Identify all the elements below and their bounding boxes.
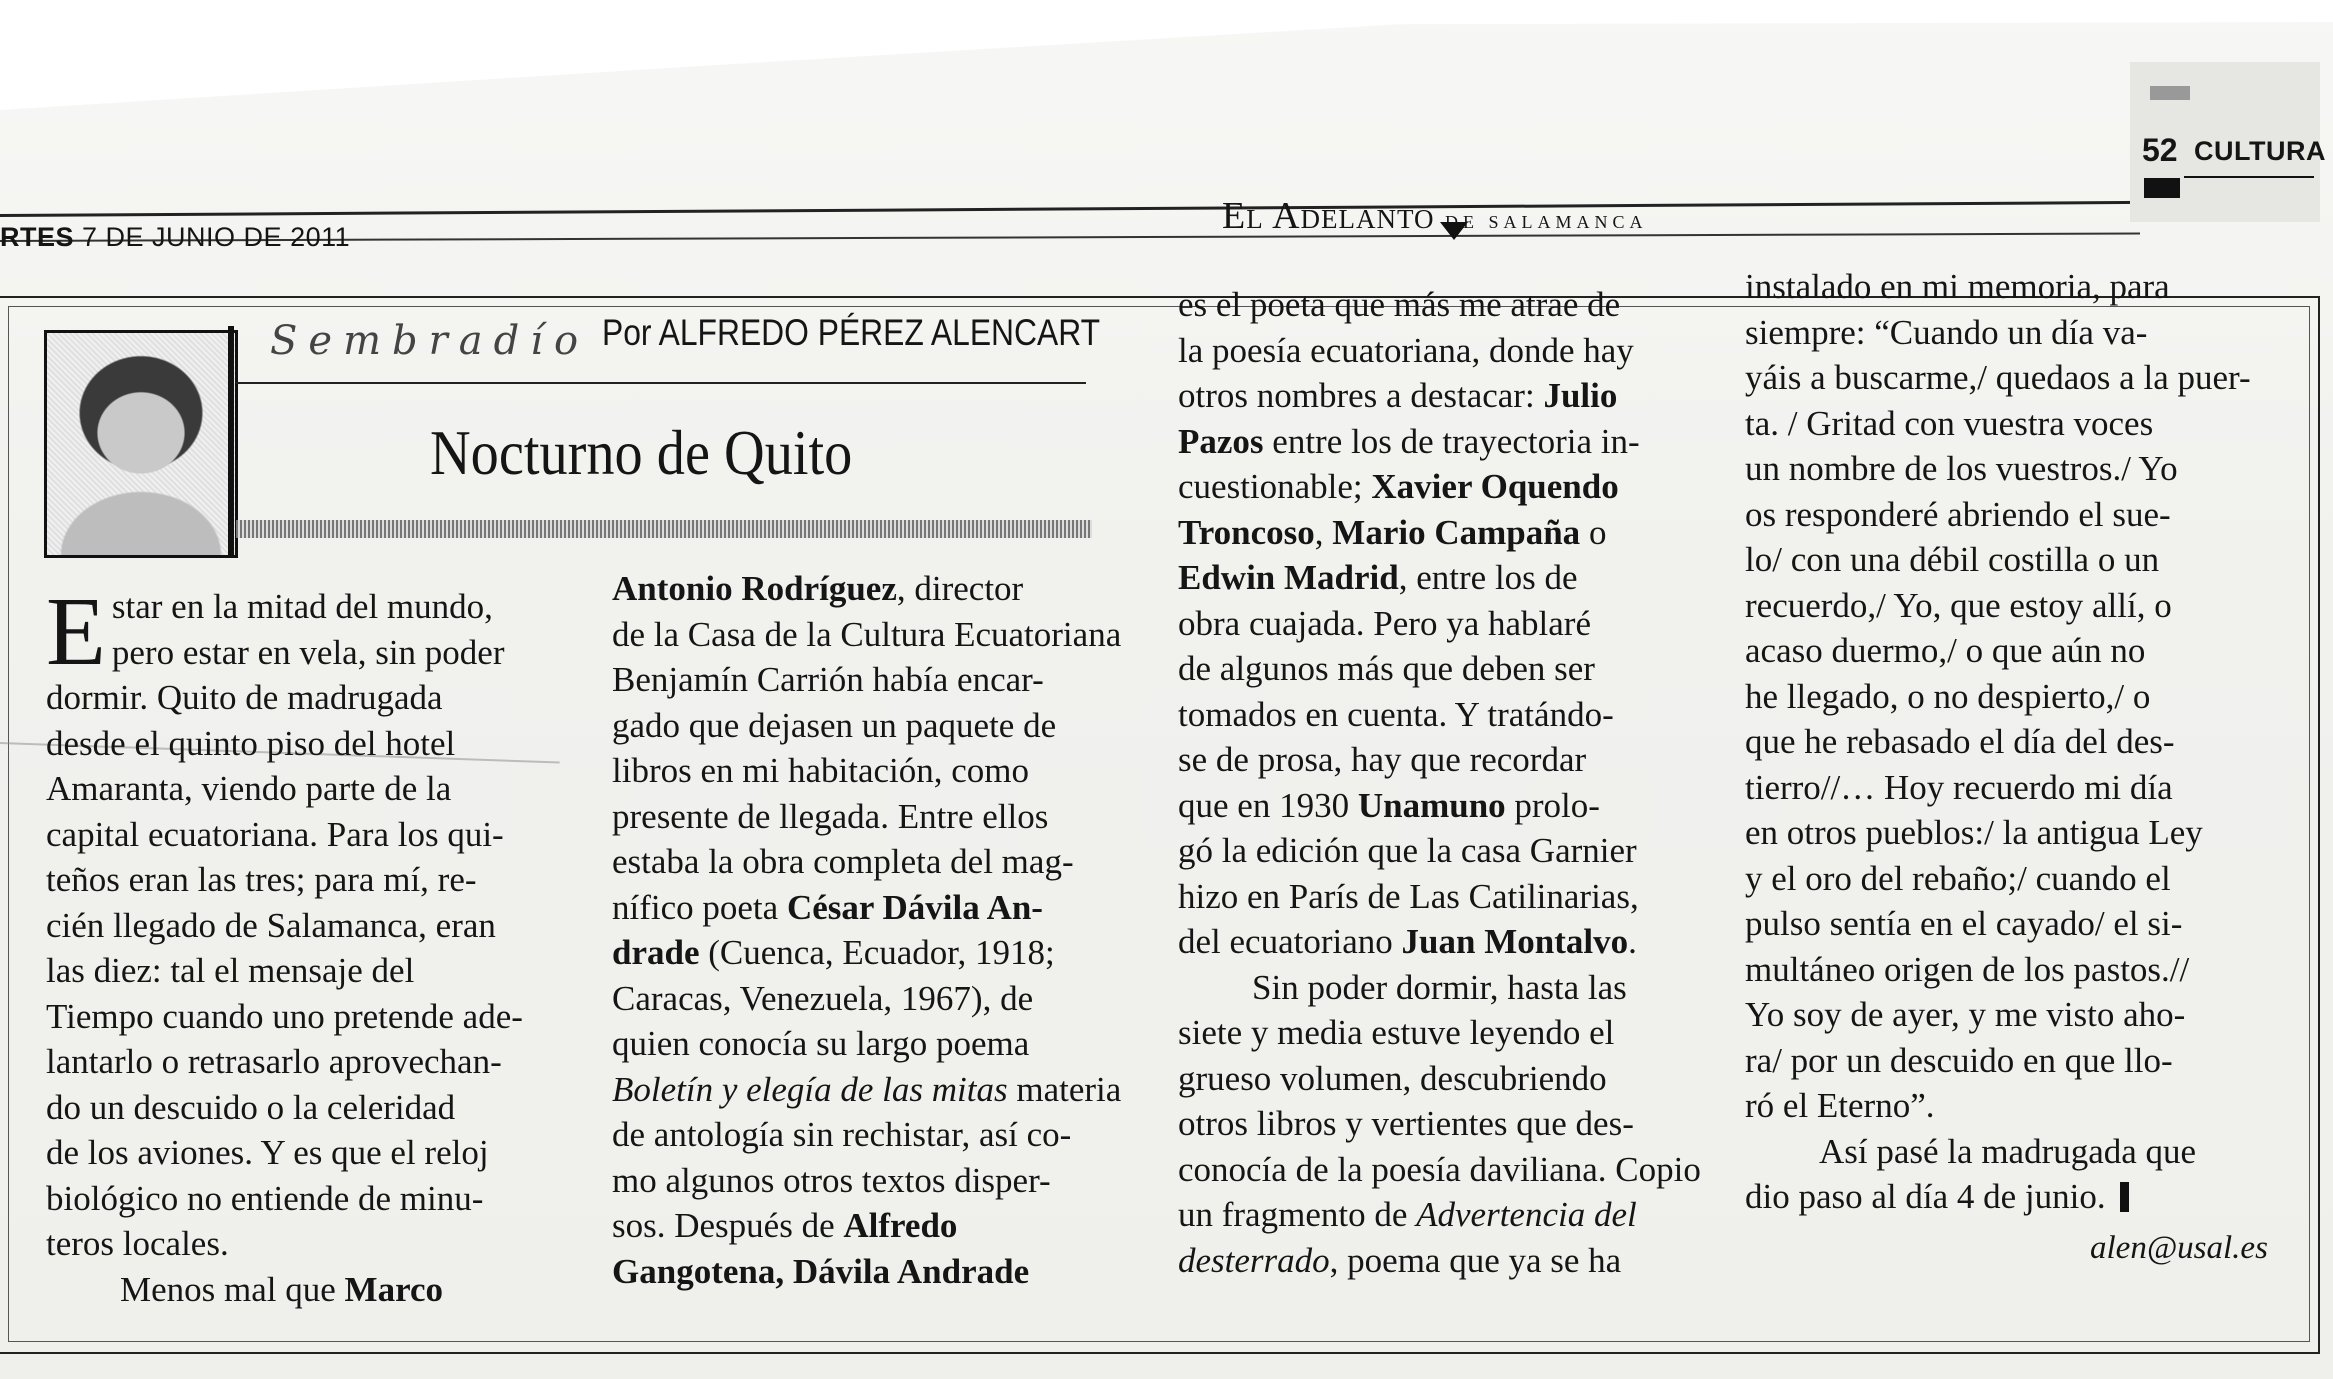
headline-hatch-rule xyxy=(236,520,1092,538)
text-line: gado que dejasen un paquete de xyxy=(612,705,1057,745)
text-line: lantarlo o retrasarlo aprovechan- xyxy=(46,1042,502,1081)
text-line: estaba la obra completa del mag- xyxy=(612,842,1074,881)
text-line: Así pasé la madrugada que xyxy=(1819,1131,2197,1171)
text-line: siempre: “Cuando un día va- xyxy=(1745,312,2148,352)
masthead: El Adelanto DE SALAMANCA xyxy=(1222,195,1648,237)
text-line: Antonio Rodríguez, director xyxy=(612,569,1024,608)
text-line: un fragmento de Advertencia del xyxy=(1178,1195,1637,1234)
text-line: do un descuido o la celeridad xyxy=(46,1087,456,1127)
series-title: Sembradío xyxy=(270,318,590,364)
text-line: siete y media estuve leyendo el xyxy=(1178,1013,1615,1052)
headline: Nocturno de Quito xyxy=(430,417,853,488)
text-line: de los aviones. Y es que el reloj xyxy=(46,1133,489,1172)
column-4 xyxy=(1745,264,2251,1220)
text-line: drade (Cuenca, Ecuador, 1918; xyxy=(612,933,1055,972)
text-line: teños eran las tres; para mí, re- xyxy=(46,860,477,899)
text-line: dormir. Quito de madrugada xyxy=(46,678,443,717)
text-line: la poesía ecuatoriana, donde hay xyxy=(1178,330,1634,370)
text-line: otros libros y vertientes que des- xyxy=(1178,1104,1634,1143)
text-line: os responderé abriendo el sue- xyxy=(1745,494,2171,534)
issue-date: RTES 7 DE JUNIO DE 2011 xyxy=(0,222,351,252)
byline: Por ALFREDO PÉREZ ALENCART xyxy=(602,312,1101,353)
text-line: recuerdo,/ Yo, que estoy allí, o xyxy=(1745,585,2172,625)
text-line: Gangotena, Dávila Andrade xyxy=(612,1251,1030,1291)
text-line: ra/ por un descuido en que llo- xyxy=(1745,1040,2173,1080)
text-line: libros en mi habitación, como xyxy=(612,751,1029,790)
section-bar xyxy=(2144,178,2180,198)
author-photo xyxy=(44,330,238,558)
text-line: cién llegado de Salamanca, eran xyxy=(46,905,496,945)
text-line: Edwin Madrid, entre los de xyxy=(1178,558,1578,597)
text-line: de antología sin rechistar, así co- xyxy=(612,1115,1072,1154)
text-line: cuestionable; Xavier Oquendo xyxy=(1178,467,1619,506)
text-line: he llegado, o no despierto,/ o xyxy=(1745,676,2151,716)
end-mark-icon xyxy=(2120,1182,2129,1212)
photo-border xyxy=(228,326,234,558)
text-line: obra cuajada. Pero ya hablaré xyxy=(1178,603,1591,643)
column-3 xyxy=(1178,282,1701,1283)
text-line: ta. / Gritad con vuestra voces xyxy=(1745,403,2154,443)
masthead-triangle-icon xyxy=(1440,222,1468,240)
text-line: presente de llegada. Entre ellos xyxy=(612,796,1049,836)
text-line: hizo en París de Las Catilinarias, xyxy=(1178,876,1639,916)
text-line: multáneo origen de los pastos.// xyxy=(1745,949,2190,989)
text-line: de algunos más que deben ser xyxy=(1178,649,1595,688)
text-line: conocía de la poesía daviliana. Copio xyxy=(1178,1149,1701,1189)
section-name: CULTURA xyxy=(2194,136,2326,166)
text-line: pulso sentía en el cayado/ el si- xyxy=(1745,904,2183,943)
text-line: Pazos entre los de trayectoria in- xyxy=(1178,421,1640,461)
text-line: Benjamín Carrión había encar- xyxy=(612,660,1044,699)
text-line: gó la edición que la casa Garnier xyxy=(1178,831,1637,870)
text-line: sos. Después de Alfredo xyxy=(612,1206,958,1245)
text-line: acaso duermo,/ o que aún no xyxy=(1745,631,2146,670)
text-line: Tiempo cuando uno pretende ade- xyxy=(46,996,523,1036)
text-line: Menos mal que Marco xyxy=(120,1269,444,1309)
text-line: lo/ con una débil costilla o un xyxy=(1745,540,2160,579)
section-gray-mark xyxy=(2150,86,2190,100)
text-line: star en la mitad del mundo, xyxy=(111,587,493,626)
text-line: que he rebasado el día del des- xyxy=(1745,722,2175,761)
column-2 xyxy=(612,566,1121,1294)
text-line: ró el Eterno”. xyxy=(1745,1086,1935,1125)
text-line: Caracas, Venezuela, 1967), de xyxy=(612,978,1034,1018)
drop-cap: E xyxy=(46,578,106,686)
text-line: Sin poder dormir, hasta las xyxy=(1252,967,1627,1007)
text-line: tomados en cuenta. Y tratándo- xyxy=(1178,694,1614,734)
text-line: teros locales. xyxy=(46,1224,229,1263)
text-line: capital ecuatoriana. Para los qui- xyxy=(46,814,504,854)
author-email: alen@usal.es xyxy=(2090,1230,2268,1266)
text-line: las diez: tal el mensaje del xyxy=(46,951,415,990)
text-line: del ecuatoriano Juan Montalvo. xyxy=(1178,922,1637,961)
text-line: desterrado, poema que ya se ha xyxy=(1178,1240,1622,1280)
text-line: dio paso al día 4 de junio. xyxy=(1745,1174,2251,1220)
text-line: y el oro del rebaño;/ cuando el xyxy=(1745,858,2171,898)
byline-rule xyxy=(236,382,1086,384)
section-rule xyxy=(2184,176,2314,178)
column-1 xyxy=(46,578,523,1312)
text-line: que en 1930 Unamuno prolo- xyxy=(1178,785,1600,825)
text-line: es el poeta que más me atrae de xyxy=(1178,285,1621,324)
text-line: un nombre de los vuestros./ Yo xyxy=(1745,449,2178,488)
text-line: Yo soy de ayer, y me visto aho- xyxy=(1745,995,2186,1034)
text-line: Troncoso, Mario Campaña o xyxy=(1178,512,1607,552)
text-line: otros nombres a destacar: Julio xyxy=(1178,376,1618,415)
text-line: Amaranta, viendo parte de la xyxy=(46,769,452,808)
text-line: de la Casa de la Cultura Ecuatoriana xyxy=(612,614,1122,654)
text-line: Boletín y elegía de las mitas materia xyxy=(612,1069,1122,1109)
text-line: biológico no entiende de minu- xyxy=(46,1178,484,1218)
text-line: quien conocía su largo poema xyxy=(612,1024,1030,1063)
text-line: se de prosa, hay que recordar xyxy=(1178,740,1587,779)
text-line: yáis a buscarme,/ quedaos a la puer- xyxy=(1745,358,2251,397)
section-tab xyxy=(2130,62,2326,222)
text-line: pero estar en vela, sin poder xyxy=(111,632,505,672)
text-line: instalado en mi memoria, para xyxy=(1745,267,2170,306)
text-line: en otros pueblos:/ la antigua Ley xyxy=(1745,813,2203,852)
page-number: 52 xyxy=(2142,132,2178,168)
text-line: desde el quinto piso del hotel xyxy=(46,723,456,763)
text-line: mo algunos otros textos disper- xyxy=(612,1160,1051,1200)
text-line: nífico poeta César Dávila An- xyxy=(612,887,1043,927)
text-line: grueso volumen, descubriendo xyxy=(1178,1058,1607,1098)
text-line: tierro//… Hoy recuerdo mi día xyxy=(1745,767,2173,807)
